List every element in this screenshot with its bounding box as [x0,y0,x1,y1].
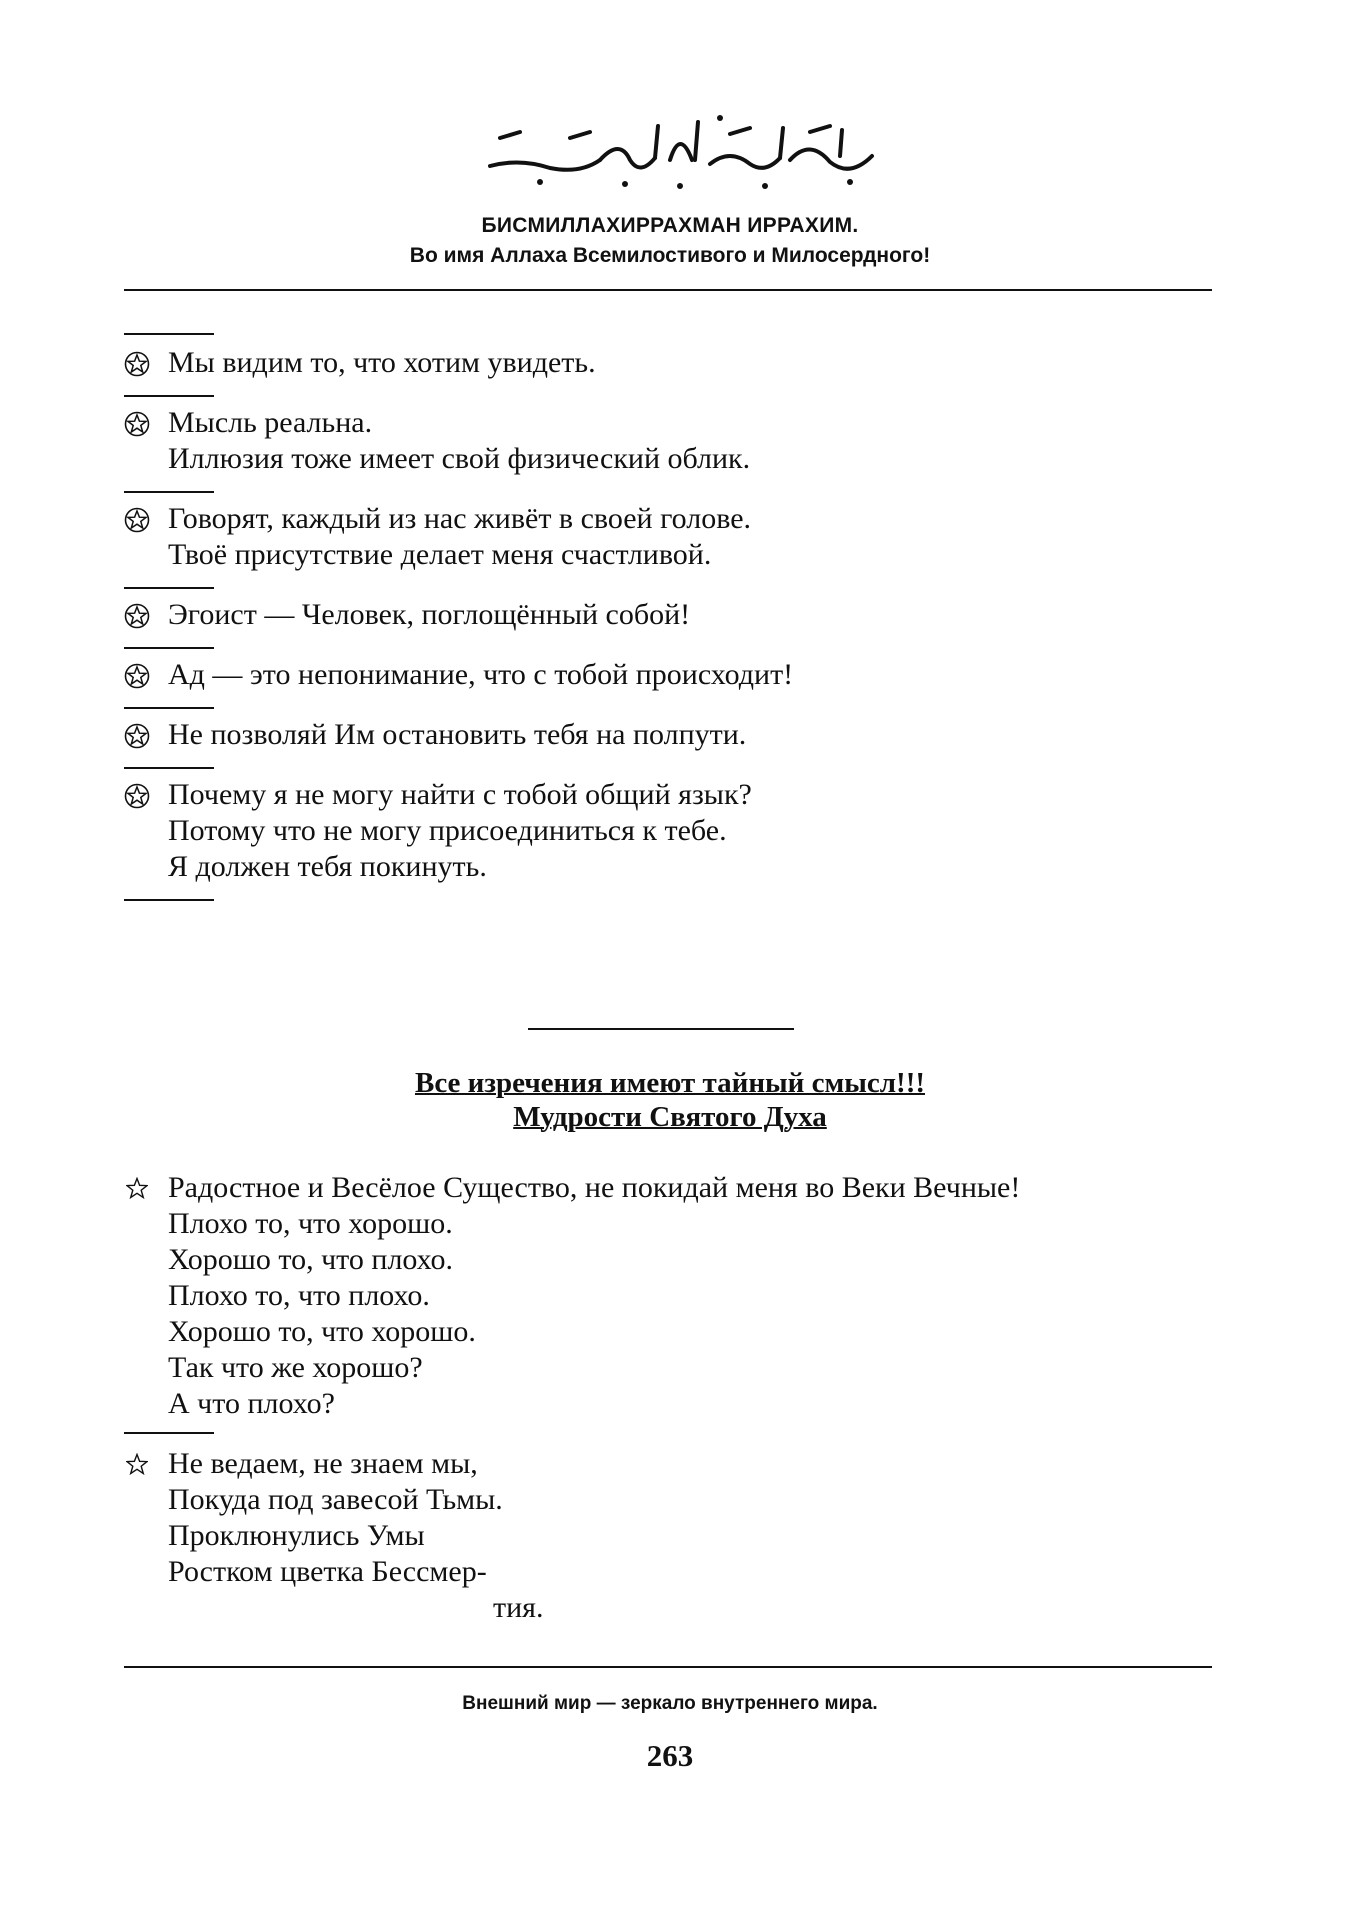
saying-line: Потому что не могу присоединиться к тебе. [168,814,727,847]
saying-line: Почему я не могу найти с тобой общий язык? [168,778,752,811]
wisdom-line: Так что же хорошо? [168,1351,423,1384]
star-icon [126,1172,148,1194]
saying-line: Мысль реальна. [168,406,373,439]
circled-star-icon [124,722,150,748]
section-title-line-2: Мудрости Святого Духа [513,1101,827,1133]
wisdom-line: Покуда под завесой Тьмы. [168,1483,503,1516]
saying-item [124,717,1224,753]
saying-line: Я должен тебя покинуть. [168,850,487,883]
header-title: БИСМИЛЛАХИРРАХМАН ИРРАХИМ. [481,214,859,237]
wisdom-line: Плохо то, что плохо. [168,1279,430,1312]
separator [124,707,214,709]
saying-line: Не позволяй Им остановить тебя на полпути. [168,718,747,751]
wisdom-item [124,1170,1244,1422]
header-rule [124,289,1212,291]
section-title-line-1: Все изречения имеют тайный смысл!!! [414,1067,926,1099]
separator [124,333,214,335]
circled-star-icon [124,602,150,628]
saying-line: Твоё присутствие делает меня счастливой. [168,538,712,571]
wisdom-line: Проклюнулись Умы [168,1519,425,1552]
header-subtitle: Во имя Аллаха Всемилостивого и Милосердного! [409,244,931,267]
circled-star-icon [124,782,150,808]
saying-item [124,345,1224,381]
saying-line: Говорят, каждый из нас живёт в своей голове. [168,502,752,535]
saying-line: Мы видим то, что хотим увидеть. [168,346,596,379]
wisdom-item [124,1446,1244,1626]
saying-line: Ад — это непонимание, что с тобой происходит! [168,658,794,691]
separator [124,767,214,769]
star-icon [126,1448,148,1470]
separator [124,491,214,493]
basmala-calligraphy [480,108,880,198]
wisdom-line: Радостное и Весёлое Существо, не покидай меня во Веки Вечные! [168,1171,1021,1204]
wisdom-line: Не ведаем, не знаем мы, [168,1447,478,1480]
section-title [120,1066,1220,1134]
saying-item [124,501,1224,573]
wisdom-line: Хорошо то, что хорошо. [168,1315,476,1348]
wisdom-line: Ростком цветка Бессмер- [168,1555,487,1588]
hyphenated-tail: тия. [493,1591,544,1624]
saying-item [124,657,1224,693]
saying-item [124,777,1224,885]
saying-line: Иллюзия тоже имеет свой физический облик. [168,442,751,475]
circled-star-icon [124,350,150,376]
section-rule [528,1028,794,1030]
separator [124,1432,214,1434]
wisdom-line: А что плохо? [168,1387,335,1420]
circled-star-icon [124,662,150,688]
footer-caption: Внешний мир — зеркало внутреннего мира. [462,1693,878,1714]
separator [124,587,214,589]
separator [124,647,214,649]
sayings-list [124,333,1224,901]
separator [124,899,214,901]
footer-rule [124,1666,1212,1668]
saying-line: Эгоист — Человек, поглощённый собой! [168,598,691,631]
saying-item [124,405,1224,477]
circled-star-icon [124,410,150,436]
circled-star-icon [124,506,150,532]
separator [124,395,214,397]
wisdoms-list [124,1170,1244,1636]
page-header [120,214,1220,268]
saying-item [124,597,1224,633]
page-number: 263 [646,1738,694,1773]
wisdom-line: Хорошо то, что плохо. [168,1243,454,1276]
wisdom-line: Плохо то, что хорошо. [168,1207,453,1240]
